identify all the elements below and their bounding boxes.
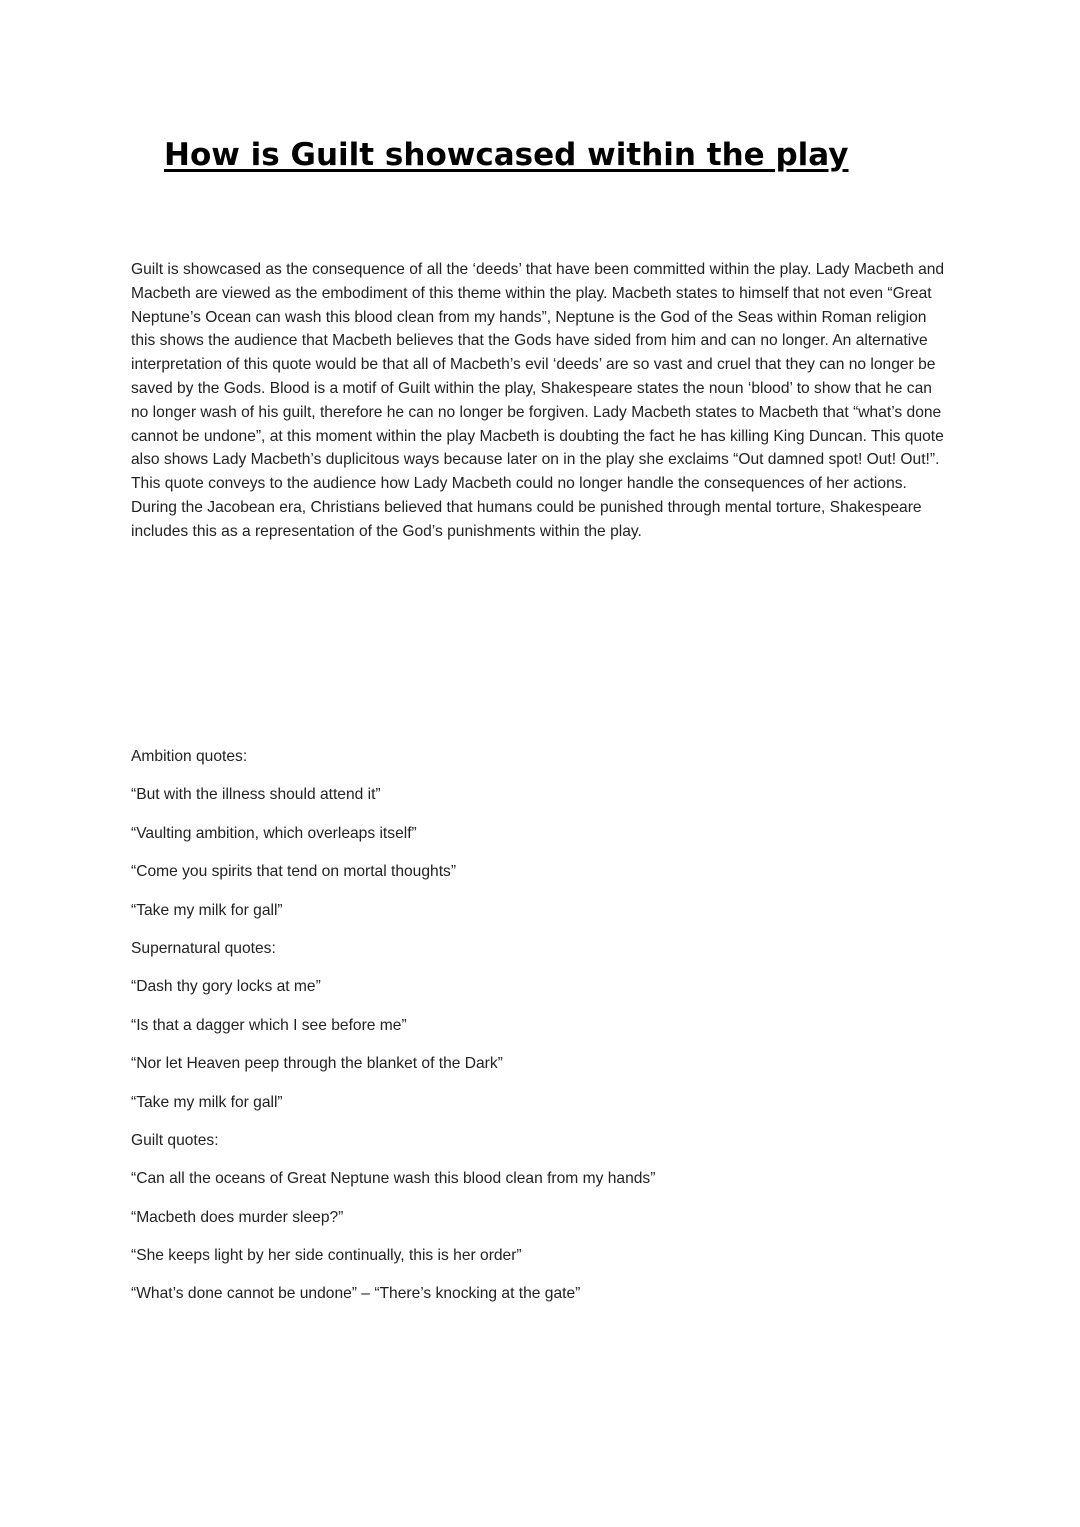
essay-paragraph: Guilt is showcased as the consequence of all the ‘deeds’ that have been committed within the play. Lady Macbeth and Macbeth are viewed as the embodiment of this theme within the play. Macbeth states to himself that not even “Great Neptune’s Ocean can wash this blood clean from my hands”, Neptune is the God of the Seas within Roman religion this shows the audience that Macbeth believes that the Gods have sided from him and can no longer. An alternative interpretation of this quote would be that all of Macbeth’s evil ‘deeds’ are so vast and cruel that they can no longer be saved by the Gods. Blood is a motif of Guilt within the play, Shakespeare states the noun ‘blood’ to show that he can no longer wash of his guilt, therefore he can no longer be forgiven. Lady Macbeth states to Macbeth that “what’s done cannot be undone”, at this moment within the play Macbeth is doubting the fact he has killing King Duncan. This quote also shows Lady Macbeth’s duplicitous ways because later on in the play she exclaims “Out damned spot! Out! Out!”. This quote conveys to the audience how Lady Macbeth could no longer handle the consequences of her actions. During the Jacobean era, Christians believed that humans could be punished through mental torture, Shakespeare includes this as a representation of the God’s punishments within the play. <box>131 261 945 540</box>
section-heading-supernatural: Supernatural quotes: <box>131 939 276 957</box>
quote-line: “Can all the oceans of Great Neptune wash this blood clean from my hands” <box>131 1170 656 1188</box>
quote-line: “Dash thy gory locks at me” <box>131 978 321 996</box>
quote-line: “Vaulting ambition, which overleaps itself” <box>131 824 417 842</box>
quote-line: “Nor let Heaven peep through the blanket of the Dark” <box>131 1055 503 1073</box>
quote-line: “Come you spirits that tend on mortal thoughts” <box>131 863 457 881</box>
quote-line: “She keeps light by her side continually, this is her order” <box>131 1247 522 1265</box>
quote-line: “But with the illness should attend it” <box>131 786 381 804</box>
page-title: How is Guilt showcased within the play <box>164 137 849 173</box>
quote-line: “Take my milk for gall” <box>131 1093 283 1111</box>
quotes-list <box>131 745 951 1321</box>
quote-line: “Take my milk for gall” <box>131 901 283 919</box>
quote-line: “What’s done cannot be undone” – “There’s knocking at the gate” <box>131 1285 581 1303</box>
quote-line: “Macbeth does murder sleep?” <box>131 1208 344 1226</box>
quote-line: “Is that a dagger which I see before me” <box>131 1016 407 1034</box>
section-heading-ambition: Ambition quotes: <box>131 748 248 765</box>
section-heading-guilt: Guilt quotes: <box>131 1131 219 1149</box>
